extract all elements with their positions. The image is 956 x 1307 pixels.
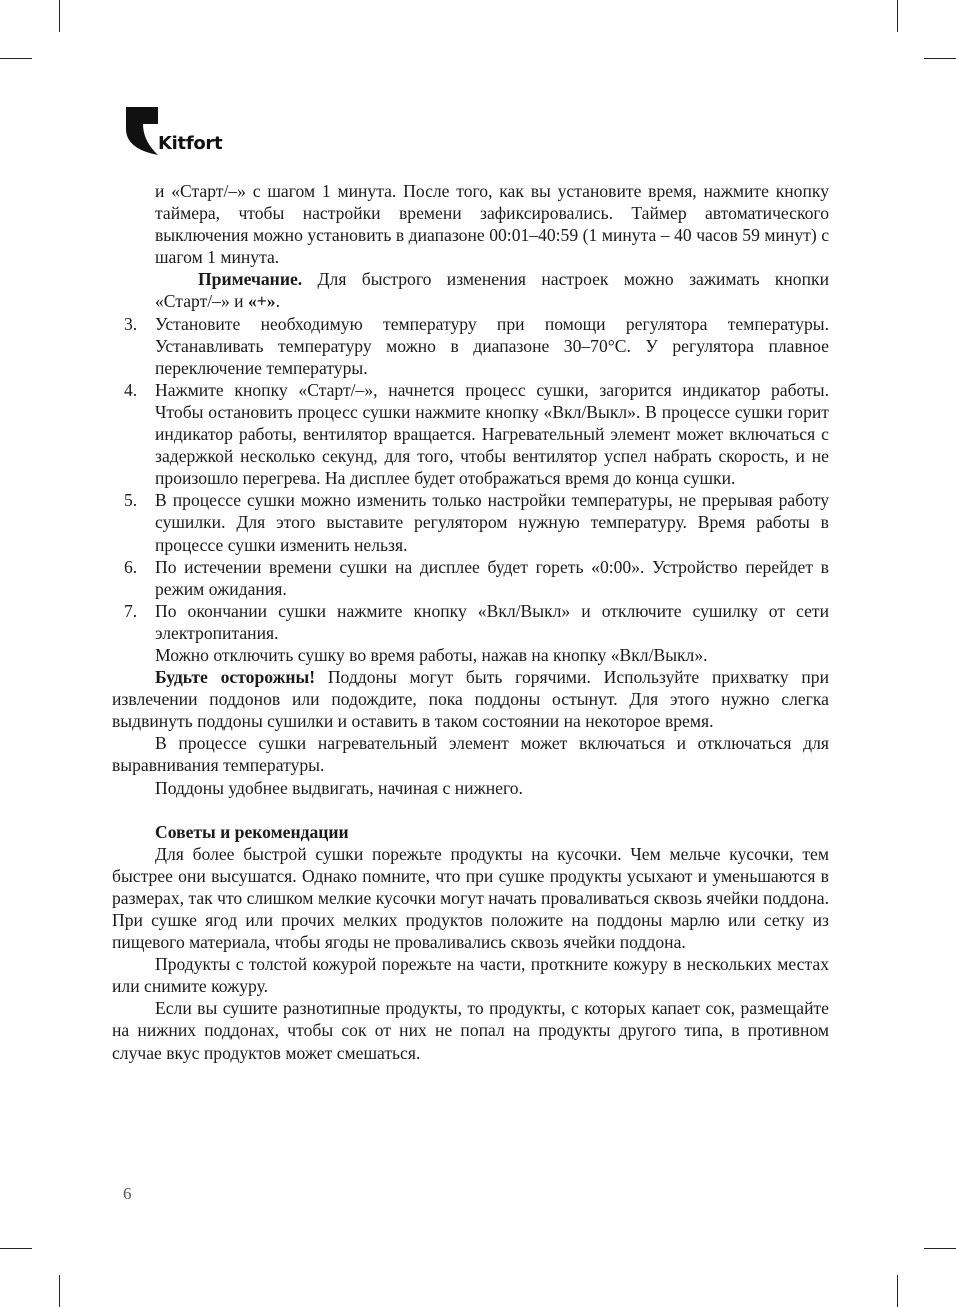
list-item xyxy=(112,379,829,489)
step-number: 5. xyxy=(124,490,138,511)
tips-paragraph: Для более быстрой сушки порежьте продукты на кусочки. Чем мельче кусочки, тем быстрее они высушатся. Однако помните, что при сушке продукты усыхают и уменьшаются в размерах, так что слишком мелкие кусочки могут начать проваливаться сквозь ячейки поддона. При сушке ягод или прочих мелких продуктов положите на поддоны марлю или сетку из пищевого материала, чтобы ягоды не проваливались сквозь ячейки поддона. xyxy=(112,843,829,953)
kitfort-logo-icon xyxy=(126,107,158,155)
page-content xyxy=(112,180,829,1064)
brand-logo xyxy=(126,107,236,157)
crop-mark xyxy=(59,1275,60,1307)
page-number: 6 xyxy=(123,1184,132,1203)
step-number: 7. xyxy=(124,600,138,621)
tips-paragraph: Если вы сушите разнотипные продукты, то продукты, с которых капает сок, размещайте на нижних поддонах, чтобы сок от них не попал на продукты другого типа, в противном случае вкус продуктов может смешаться. xyxy=(112,998,829,1063)
caution-paragraph xyxy=(112,666,829,732)
caution-text: Поддоны могут быть горячими. Используйте прихватку при извлечении поддонов или подождите, пока поддоны остынут. Для этого нужно слегка выдвинуть поддоны сушилки и оставить в таком состоянии на некоторое время. xyxy=(112,667,829,732)
crop-mark xyxy=(924,58,956,59)
step-number: 6. xyxy=(124,556,138,577)
heating-note-paragraph: В процессе сушки нагревательный элемент может включаться и отключаться для выравнивания температуры. xyxy=(112,733,829,776)
step-text: В процессе сушки можно изменить только настройки температуры, не прерывая работу сушилки. Для этого выставите регулятором нужную температуру. Время работы в процессе сушки изменить нельзя. xyxy=(155,490,829,555)
list-item xyxy=(112,313,829,379)
note-text: Для быстрого изменения настроек можно зажимать кнопки «Старт/–» и xyxy=(155,269,829,312)
note-paragraph xyxy=(112,268,829,312)
note-label: Примечание. xyxy=(198,269,303,290)
step-text: По истечении времени сушки на дисплее будет гореть «0:00». Устройство перейдет в режим ожидания. xyxy=(155,556,829,599)
crop-mark xyxy=(0,1248,32,1249)
tips-heading: Советы и рекомендации xyxy=(155,821,349,842)
crop-mark xyxy=(897,1275,898,1307)
list-item xyxy=(112,600,829,644)
after-steps-paragraph: Можно отключить сушку во время работы, нажав на кнопку «Вкл/Выкл». xyxy=(155,644,708,665)
crop-mark xyxy=(897,0,898,32)
note-end: . xyxy=(275,291,280,312)
caution-label: Будьте осторожны! xyxy=(155,667,316,688)
tips-paragraph: Продукты с толстой кожурой порежьте на части, проткните кожуру в нескольких местах или снимите кожуру. xyxy=(112,954,829,997)
crop-mark xyxy=(59,0,60,32)
step-number: 4. xyxy=(124,379,138,400)
intro-paragraph: и «Старт/–» с шагом 1 минута. После того, как вы установите время, нажмите кнопку таймера, чтобы настройки времени зафиксировались. Таймер автоматического выключения можно установить в диапазоне 00:01–40:59 (1 минута – 40 часов 59 минут) с шагом 1 минута. xyxy=(155,181,829,268)
step-number: 3. xyxy=(124,313,138,334)
list-item xyxy=(112,556,829,600)
crop-mark xyxy=(924,1248,956,1249)
note-bold-tail: «+» xyxy=(247,291,276,312)
trays-note-paragraph: Поддоны удобнее выдвигать, начиная с нижнего. xyxy=(155,777,523,798)
step-text: Нажмите кнопку «Старт/–», начнется процесс сушки, загорится индикатор работы. Чтобы остановить процесс сушки нажмите кнопку «Вкл/Выкл». В процессе сушки горит индикатор работы, вентилятор вращается. Нагревательный элемент может включаться с задержкой несколько секунд, для того, чтобы вентилятор успел набрать скорость, и не произошло перегрева. На дисплее будет отображаться время до конца сушки. xyxy=(155,379,829,489)
step-text: Установите необходимую температуру при помощи регулятора температуры. Устанавливать температуру можно в диапазоне 30–70°С. У регулятора плавное переключение температуры. xyxy=(155,313,829,378)
crop-mark xyxy=(0,58,32,59)
brand-name: Kitfort xyxy=(158,133,223,154)
step-text: По окончании сушки нажмите кнопку «Вкл/Выкл» и отключите сушилку от сети электропитания. xyxy=(155,600,829,643)
list-item xyxy=(112,489,829,555)
steps-list xyxy=(112,313,829,644)
